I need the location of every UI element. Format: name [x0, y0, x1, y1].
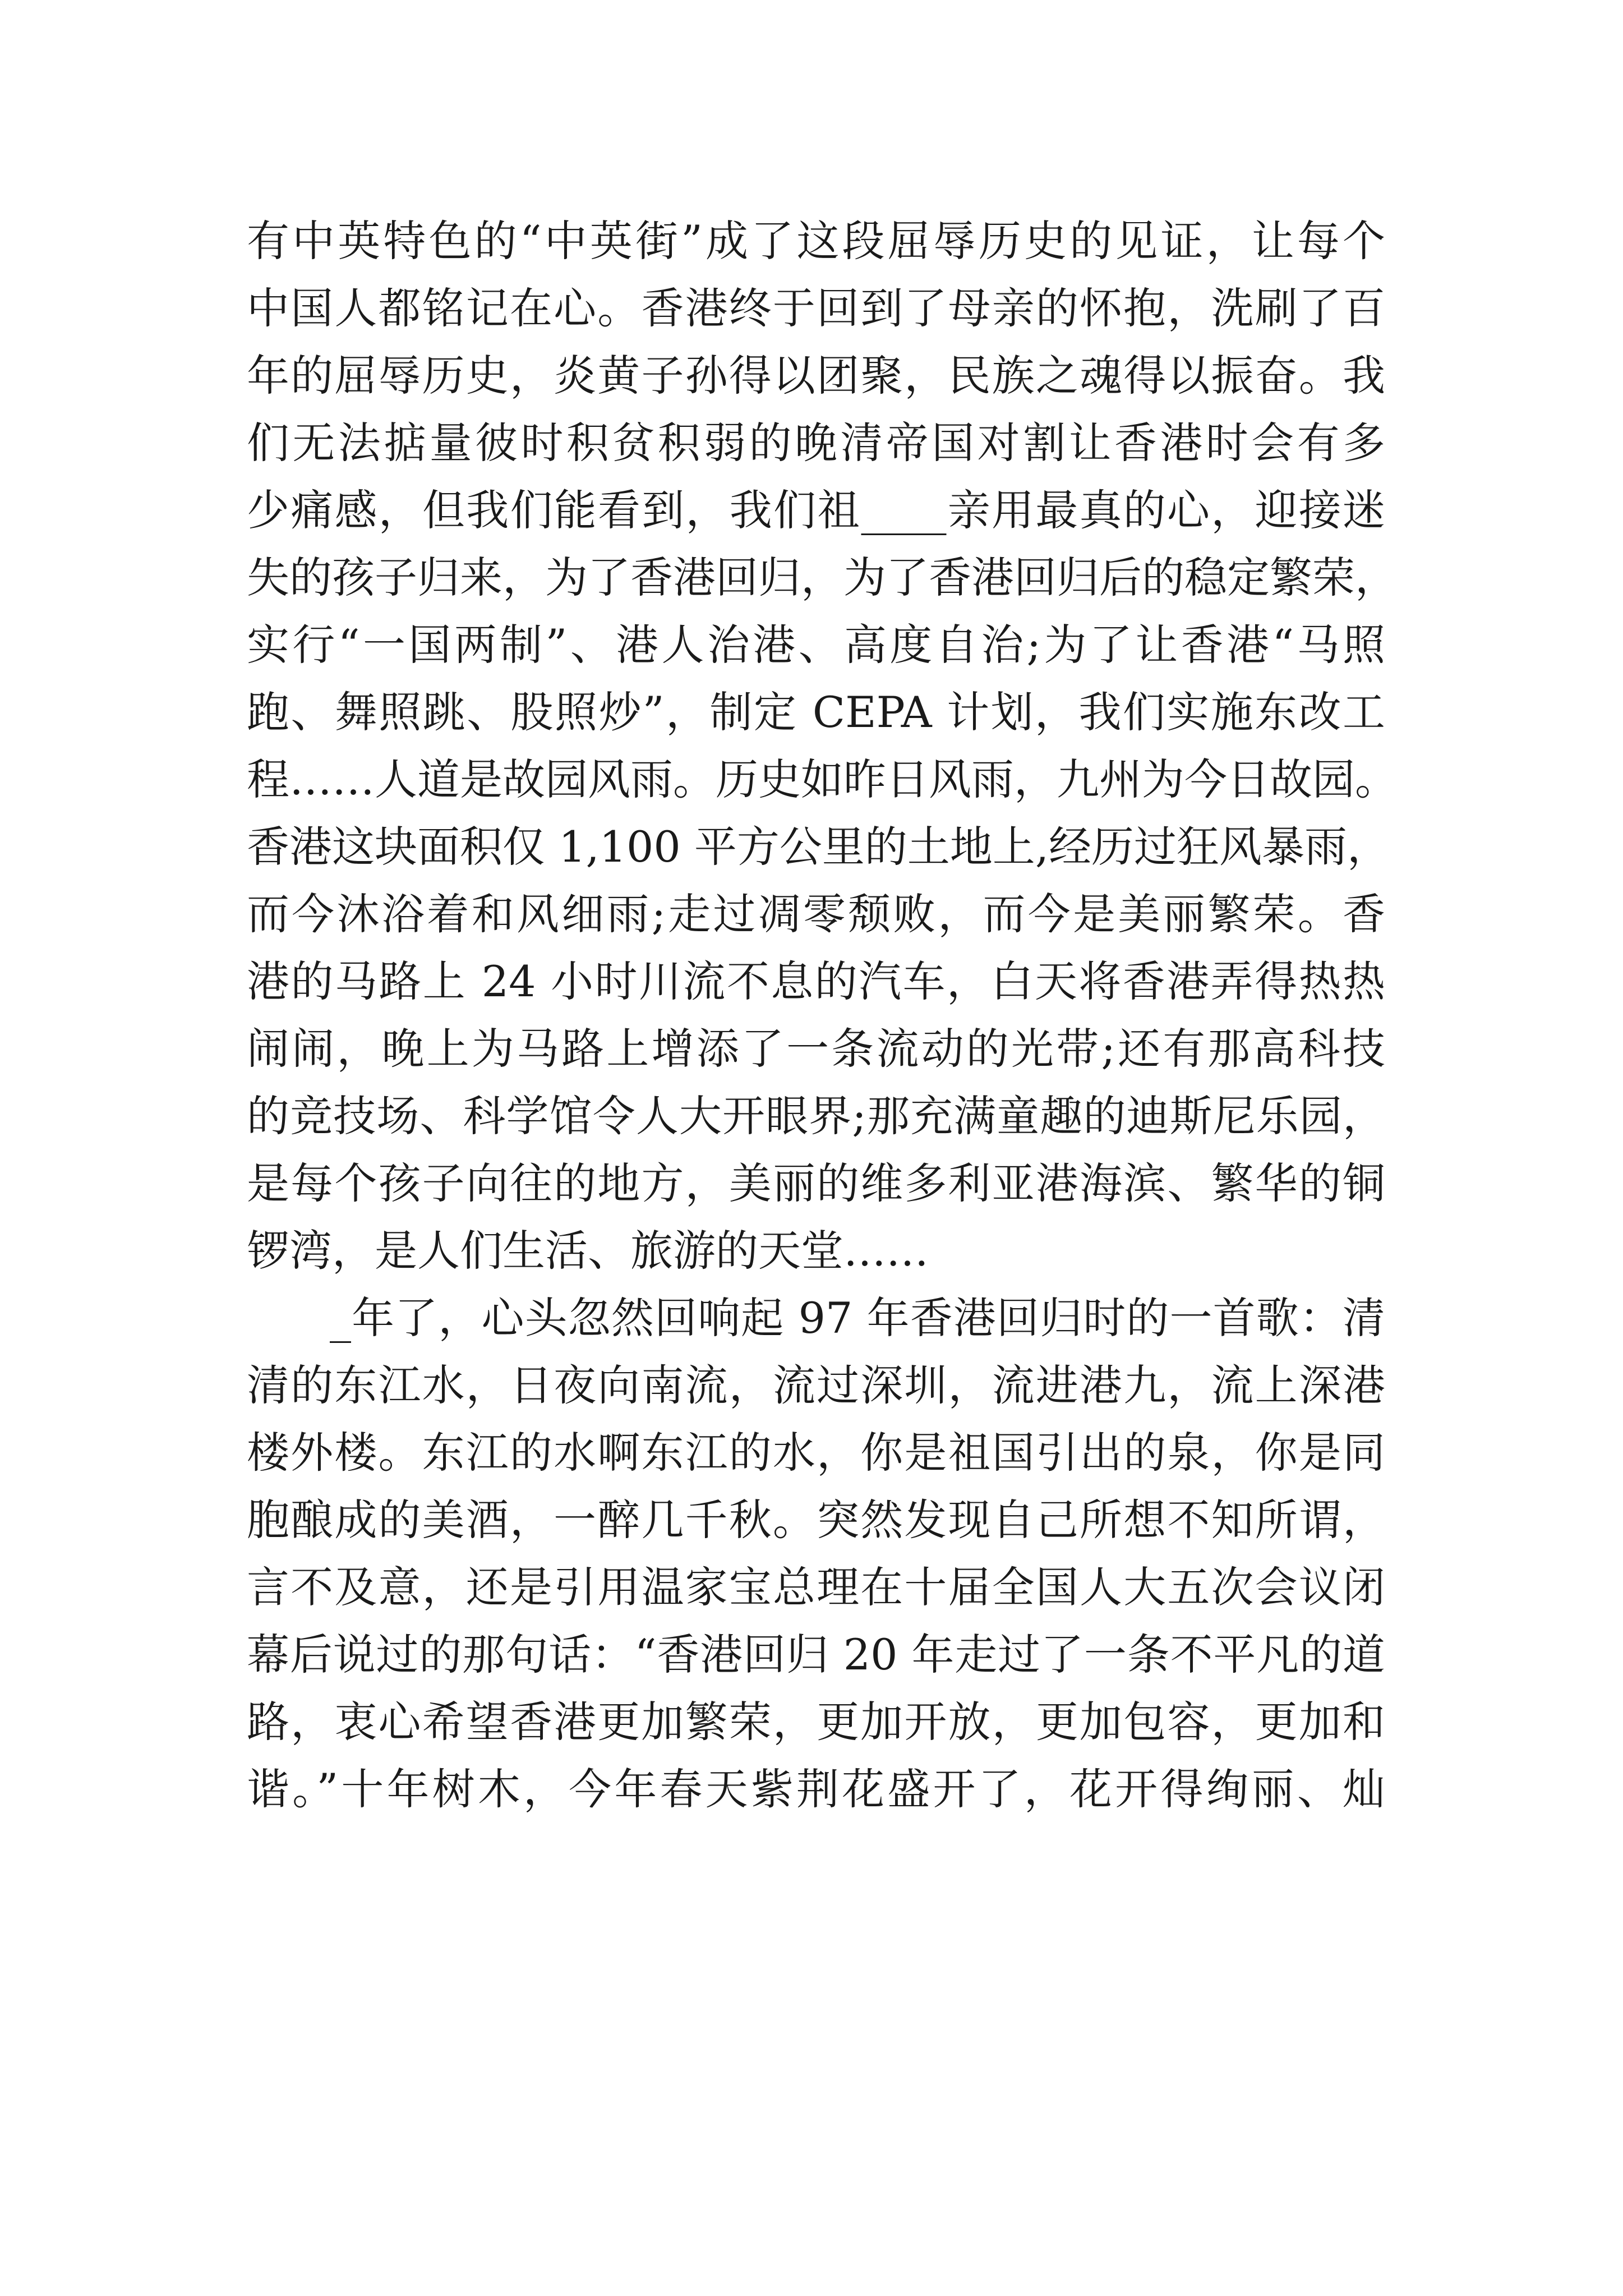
text-line: 有中英特色的“中英街”成了这段屈辱历史的见证，让每个 [247, 216, 1385, 266]
text-line: 闹闹，晚上为马路上增添了一条流动的光带;还有那高科技 [247, 1024, 1385, 1074]
text-line: 年的屈辱历史，炎黄子孙得以团聚，民族之魂得以振奋。我 [247, 351, 1385, 401]
text-line: 实行“一国两制”、港人治港、高度自治;为了让香港“马照 [247, 620, 1385, 670]
text-line: 少痛感，但我们能看到，我们祖____亲用最真的心，迎接迷 [247, 485, 1385, 535]
text-line: 是每个孩子向往的地方，美丽的维多利亚港海滨、繁华的铜 [247, 1158, 1385, 1208]
text-line: 港的马路上 24 小时川流不息的汽车，白天将香港弄得热热 [247, 956, 1385, 1006]
text-line: 胞酿成的美酒，一醉几千秋。突然发现自己所想不知所谓， [247, 1495, 1385, 1545]
text-line: 失的孩子归来，为了香港回归，为了香港回归后的稳定繁荣， [247, 553, 1398, 602]
text-line: 清的东江水，日夜向南流，流过深圳，流进港九，流上深港 [247, 1360, 1385, 1410]
text-line: 楼外楼。东江的水啊东江的水，你是祖国引出的泉，你是同 [247, 1428, 1385, 1478]
text-line: _年了，心头忽然回响起 97 年香港回归时的一首歌：清 [330, 1293, 1385, 1343]
text-line: 们无法掂量彼时积贫积弱的晚清帝国对割让香港时会有多 [247, 418, 1385, 468]
text-line: 而今沐浴着和风细雨;走过凋零颓败，而今是美丽繁荣。香 [247, 889, 1385, 939]
text-line: 的竞技场、科学馆令人大开眼界;那充满童趣的迪斯尼乐园， [247, 1091, 1385, 1141]
text-line: 幕后说过的那句话：“香港回归 20 年走过了一条不平凡的道 [247, 1630, 1385, 1680]
text-line: 锣湾，是人们生活、旅游的天堂…… [247, 1226, 929, 1276]
text-line: 跑、舞照跳、股照炒”，制定 CEPA 计划，我们实施东改工 [247, 687, 1385, 737]
text-line: 谐。”十年树木，今年春天紫荆花盛开了，花开得绚丽、灿 [247, 1764, 1385, 1814]
text-line: 香港这块面积仅 1,100 平方公里的土地上,经历过狂风暴雨， [247, 822, 1390, 872]
body-text [247, 208, 1398, 1823]
text-line: 中国人都铭记在心。香港终于回到了母亲的怀抱，洗刷了百 [247, 283, 1385, 333]
text-line: 程……人道是故园风雨。历史如昨日风雨，九州为今日故园。 [247, 754, 1398, 804]
text-line: 言不及意，还是引用温家宝总理在十届全国人大五次会议闭 [247, 1562, 1385, 1612]
text-line: 路，衷心希望香港更加繁荣，更加开放，更加包容，更加和 [247, 1697, 1385, 1747]
